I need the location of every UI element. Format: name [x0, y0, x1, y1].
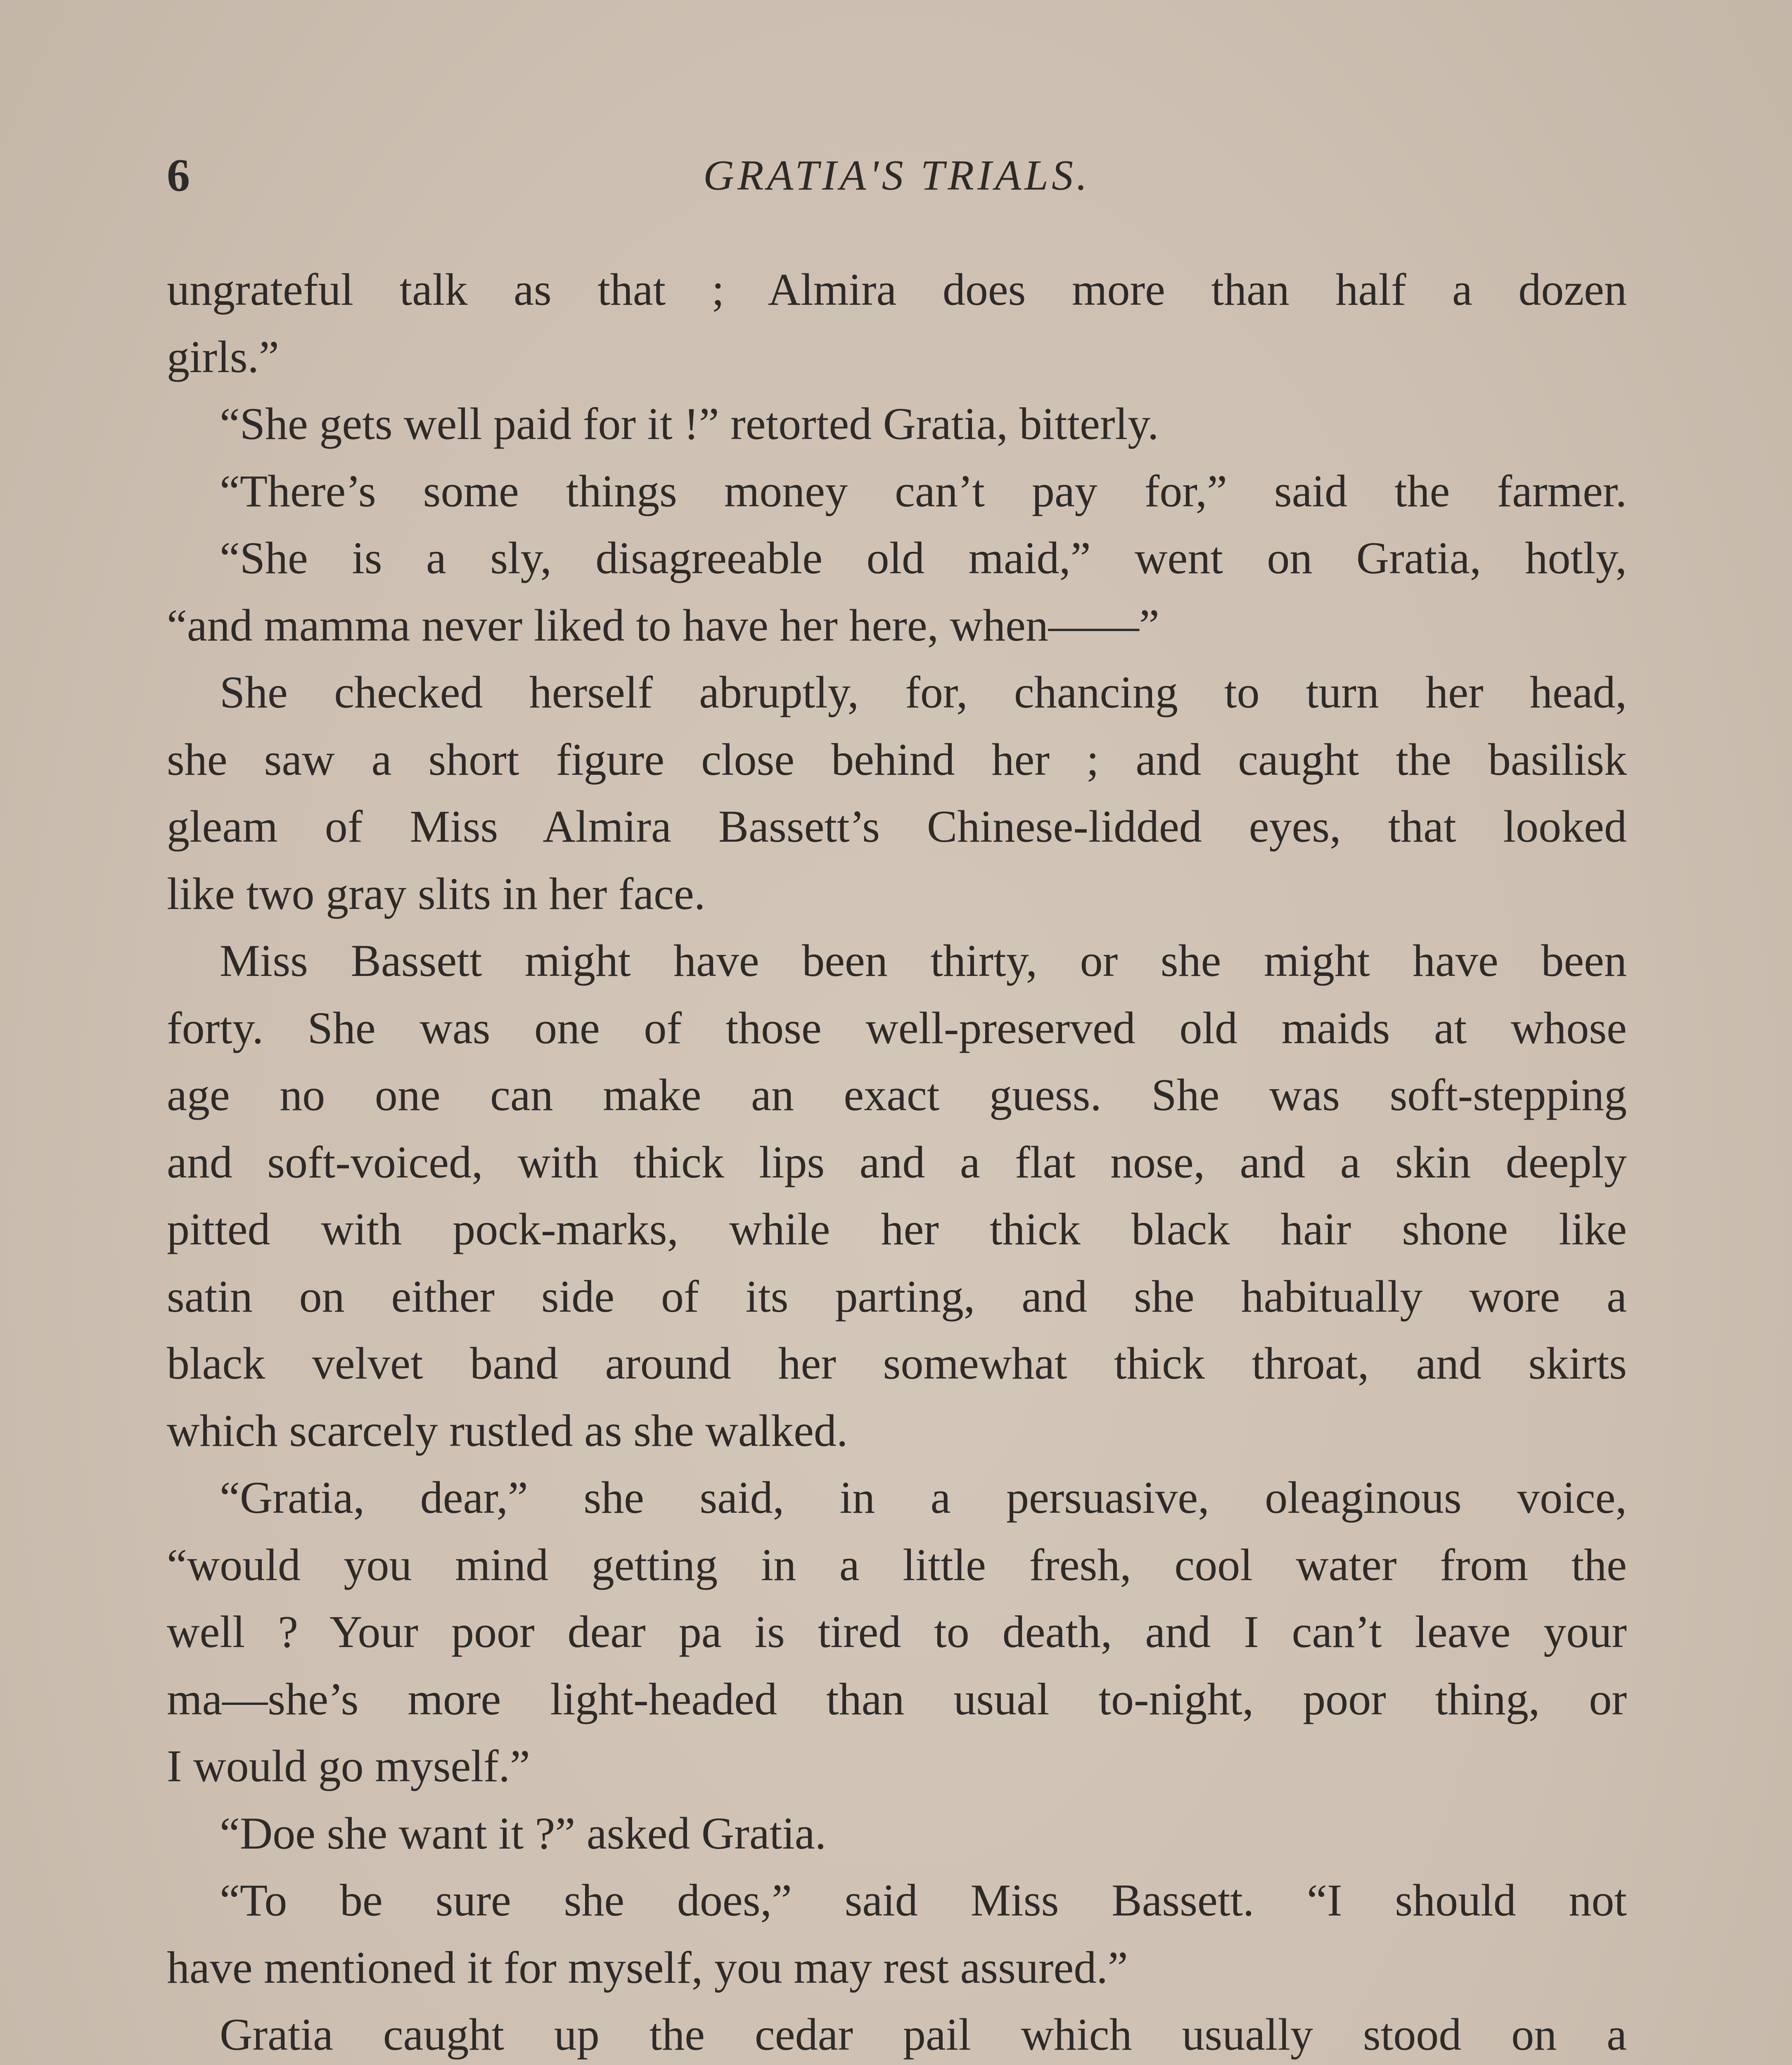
text-line: Gratia caught up the cedar pail which usually stood on a: [220, 2009, 1627, 2060]
text-line: like two gray slits in her face.: [167, 868, 706, 919]
text-line: “She gets well paid for it !” retorted Gratia, bitterly.: [220, 399, 1159, 449]
text-line: satin on either side of its parting, and she habitually wore a: [167, 1271, 1627, 1322]
text-line: “There’s some things money can’t pay for,” said the farmer.: [220, 465, 1627, 516]
text-line: Miss Bassett might have been thirty, or she might have been: [220, 935, 1627, 986]
body-text: [167, 256, 1627, 2065]
text-line: and soft-voiced, with thick lips and a flat nose, and a skin deeply: [167, 1137, 1627, 1187]
text-line: “To be sure she does,” said Miss Bassett. “I should not: [220, 1875, 1627, 1925]
text-line: black velvet band around her somewhat thick throat, and skirts: [167, 1338, 1627, 1389]
text-line: well ? Your poor dear pa is tired to death, and I can’t leave your: [167, 1607, 1627, 1657]
text-line: pitted with pock-marks, while her thick black hair shone like: [167, 1204, 1627, 1254]
text-line: age no one can make an exact guess. She was soft-stepping: [167, 1070, 1627, 1120]
text-line: gleam of Miss Almira Bassett’s Chinese-lidded eyes, that looked: [167, 801, 1627, 852]
text-line: girls.”: [167, 331, 279, 382]
text-line: She checked herself abruptly, for, chancing to turn her head,: [220, 667, 1627, 717]
running-head: GRATIA'S TRIALS.: [703, 152, 1090, 199]
text-line: “She is a sly, disagreeable old maid,” went on Gratia, hotly,: [220, 533, 1627, 583]
text-line: ungrateful talk as that ; Almira does more than half a dozen: [167, 264, 1627, 315]
text-line: “would you mind getting in a little fresh, cool water from the: [167, 1539, 1627, 1590]
text-line: she saw a short figure close behind her ; and caught the basilisk: [167, 734, 1627, 785]
text-line: I would go myself.”: [167, 1741, 530, 1791]
text-line: ma—she’s more light-headed than usual to-night, poor thing, or: [167, 1673, 1627, 1724]
page-number: 6: [167, 150, 190, 201]
page-header: [167, 147, 1627, 204]
text-line: “Doe she want it ?” asked Gratia.: [220, 1808, 827, 1858]
text-line: which scarcely rustled as she walked.: [167, 1405, 848, 1456]
text-line: “and mamma never liked to have her here, when——”: [167, 600, 1159, 650]
text-line: “Gratia, dear,” she said, in a persuasive, oleaginous voice,: [220, 1472, 1627, 1523]
text-line: have mentioned it for myself, you may rest assured.”: [167, 1942, 1128, 1993]
text-line: forty. She was one of those well-preserved old maids at whose: [167, 1002, 1627, 1053]
